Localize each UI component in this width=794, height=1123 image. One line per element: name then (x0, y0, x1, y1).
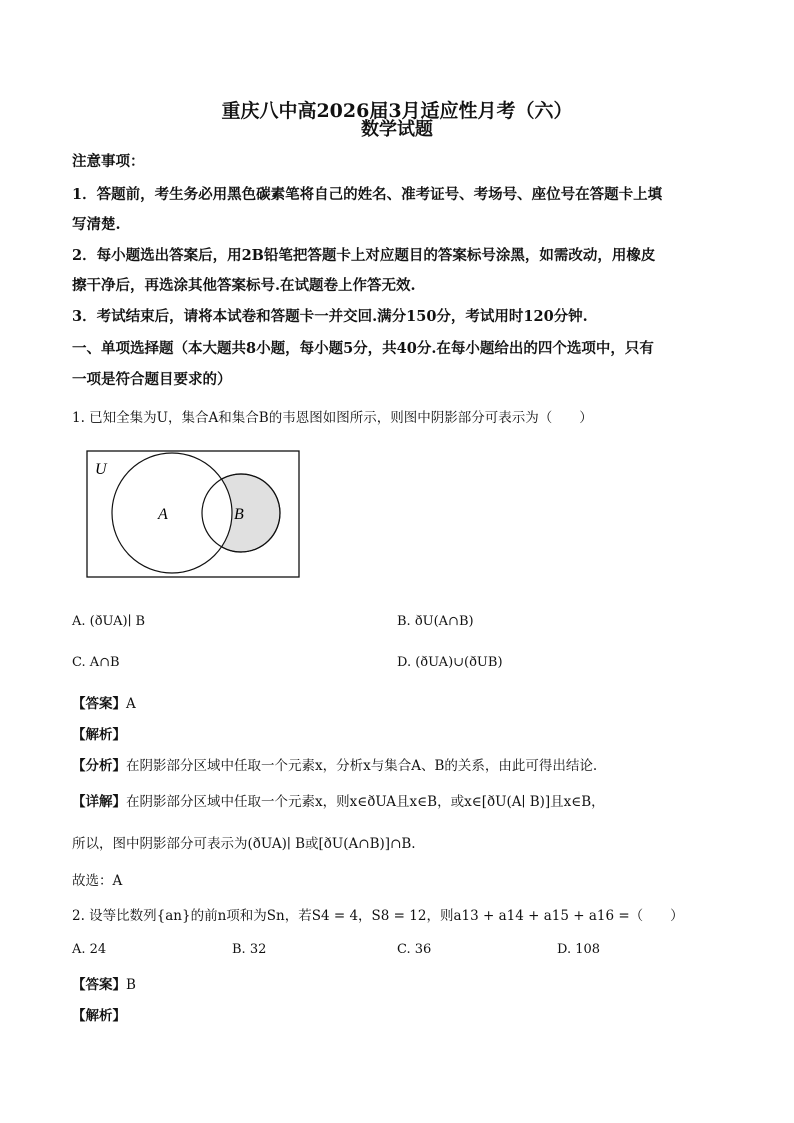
q2-answer: 【答案】B (72, 977, 136, 993)
venn-diagram (86, 450, 301, 578)
q1-analysis-tag: 【解析】 (72, 727, 126, 743)
notice-heading: 注意事项： (72, 153, 145, 170)
q1-option-b: B. ðU(A∩B) (397, 614, 474, 629)
q2-stem: 2. 设等比数列{an}的前n项和为Sn，若S4 = 4，S8 = 12，则a13 + a14 + a15 + a16 =（ ） (72, 908, 684, 924)
notice-item-1-cont: 写清楚. (72, 216, 121, 233)
q2-option-d: D. 108 (557, 942, 601, 957)
label-b: B (234, 506, 244, 523)
section-heading: 一、单项选择题（本大题共8小题，每小题5分，共40分.在每小题给出的四个选项中，只有 (72, 340, 654, 357)
q1-fenxi: 【分析】在阴影部分区域中任取一个元素x，分析x与集合A、B的关系，由此可得出结论. (72, 758, 598, 774)
notice-item-2-cont: 擦干净后，再选涂其他答案标号.在试题卷上作答无效. (72, 277, 416, 294)
notice-item-1: 1．答题前，考生务必用黑色碳素笔将自己的姓名、准考证号、考场号、座位号在答题卡上填 (72, 186, 663, 203)
q1-option-c: C. A∩B (72, 655, 120, 670)
q2-option-a: A. 24 (72, 942, 107, 957)
q1-answer: 【答案】A (72, 696, 136, 712)
q1-option-d: D. (ðUA)∪(ðUB) (397, 655, 503, 670)
set-a-circle (112, 453, 232, 573)
q2-option-c: C. 36 (397, 942, 432, 957)
q2-analysis-tag: 【解析】 (72, 1008, 126, 1024)
label-u: U (95, 461, 107, 478)
notice-item-3: 3．考试结束后，请将本试卷和答题卡一并交回.满分150分，考试用时120分钟. (72, 308, 588, 325)
q1-choose: 故选：A (72, 873, 123, 889)
notice-item-2: 2．每小题选出答案后，用2B铅笔把答题卡上对应题目的答案标号涂黑，如需改动，用橡皮 (72, 247, 656, 264)
q1-conclusion: 所以，图中阴影部分可表示为(ðUA)∣ B或[ðU(A∩B)]∩B. (72, 836, 416, 852)
q1-xiangjie: 【详解】在阴影部分区域中任取一个元素x，则x∈ðUA且x∈B，或x∈[ðU(A∣ B)]且x∈B， (72, 794, 605, 810)
q1-stem: 1. 已知全集为U，集合A和集合B的韦恩图如图所示，则图中阴影部分可表示为（ ） (72, 410, 593, 426)
label-a: A (158, 506, 168, 523)
q2-option-b: B. 32 (232, 942, 267, 957)
page-title: 重庆八中高2026届3月适应性月考（六） (221, 100, 573, 122)
q1-option-a: A. (ðUA)∣ B (72, 614, 146, 629)
page-subtitle: 数学试题 (361, 119, 433, 140)
section-heading-cont: 一项是符合题目要求的） (72, 371, 232, 388)
